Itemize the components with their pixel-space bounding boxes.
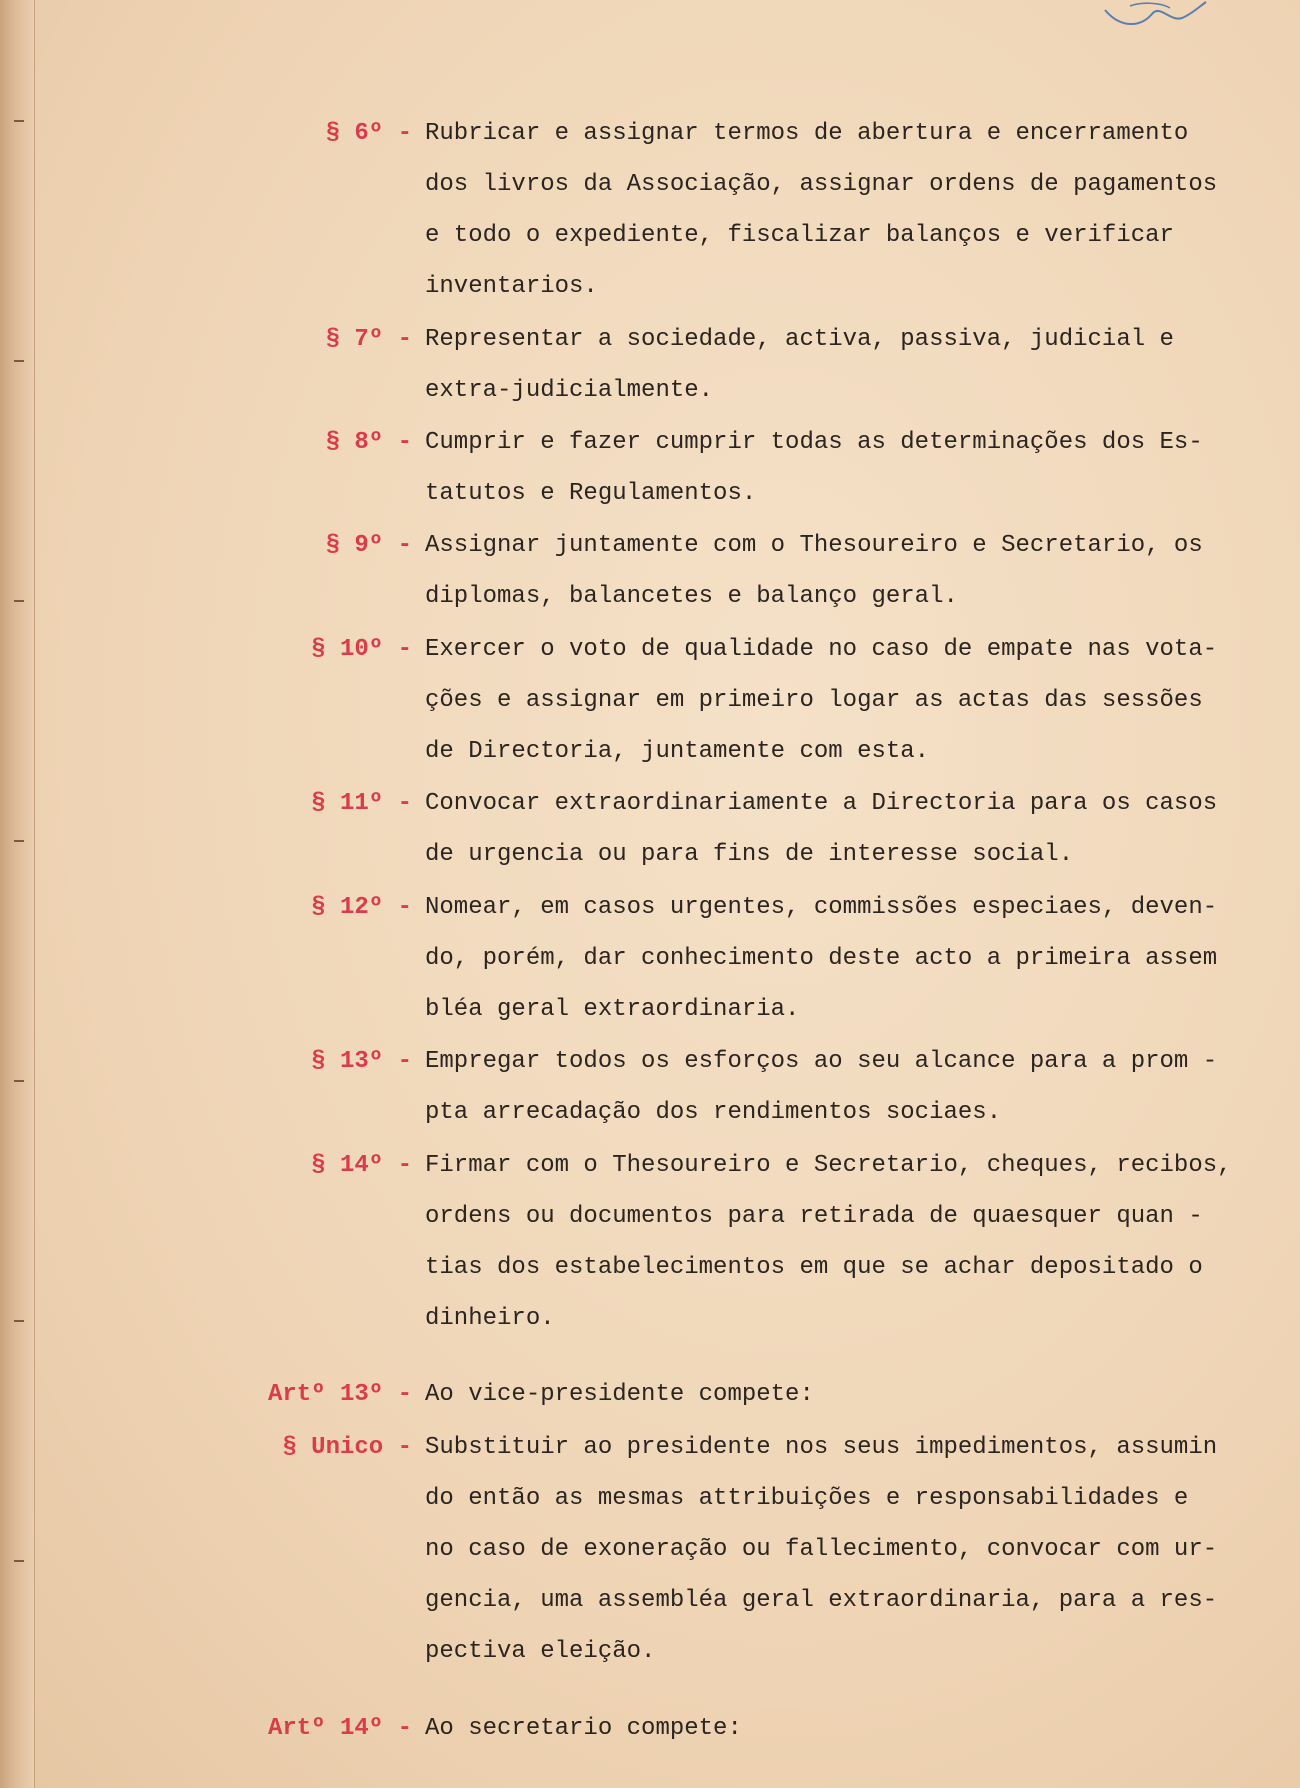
text-line: diplomas, balancetes e balanço geral. xyxy=(425,583,958,610)
text-line: Rubricar e assignar termos de abertura e encerramento xyxy=(425,120,1189,147)
text-line: pta arrecadação dos rendimentos sociaes. xyxy=(425,1099,1002,1126)
text-line: extra-judicialmente. xyxy=(425,377,714,404)
article-label: Artº 14º - xyxy=(267,1715,412,1742)
stitch-mark xyxy=(14,840,24,842)
text-line: Substituir ao presidente nos seus impedimentos, assumin xyxy=(425,1434,1218,1461)
stitch-mark xyxy=(14,1320,24,1322)
stitch-mark xyxy=(14,1080,24,1082)
text-line: inventarios. xyxy=(425,273,598,300)
text-line: Cumprir e fazer cumprir todas as determinações dos Es- xyxy=(425,429,1203,456)
text-line: do, porém, dar conhecimento deste acto a primeira assem xyxy=(425,945,1218,972)
binding-edge xyxy=(0,0,35,1788)
text-line: gencia, uma assembléa geral extraordinaria, para a res- xyxy=(425,1587,1218,1614)
text-line: Exercer o voto de qualidade no caso de empate nas vota- xyxy=(425,636,1218,663)
text-line: no caso de exoneração ou fallecimento, convocar com ur- xyxy=(425,1536,1218,1563)
text-line: de urgencia ou para fins de interesse social. xyxy=(425,841,1074,868)
article-label: Artº 13º - xyxy=(267,1381,412,1408)
section-label: § 8º - xyxy=(325,429,412,456)
paragraph-text xyxy=(425,1422,1285,1677)
text-line: tatutos e Regulamentos. xyxy=(425,480,757,507)
article-text xyxy=(425,1369,1285,1420)
text-line: Firmar com o Thesoureiro e Secretario, cheques, recibos, xyxy=(425,1152,1232,1179)
paragraph-text xyxy=(425,417,1285,519)
handwritten-page-mark xyxy=(1100,0,1210,30)
text-line: Convocar extraordinariamente a Directoria para os casos xyxy=(425,790,1218,817)
section-label: § 7º - xyxy=(325,326,412,353)
paragraph-text xyxy=(425,624,1285,777)
text-line: bléa geral extraordinaria. xyxy=(425,996,800,1023)
text-line: Empregar todos os esforços ao seu alcance para a prom - xyxy=(425,1048,1218,1075)
paragraph-text xyxy=(425,1036,1285,1138)
section-label: § 10º - xyxy=(311,636,412,663)
paragraph-text xyxy=(425,314,1285,416)
section-label: § 14º - xyxy=(311,1152,412,1179)
text-line: Nomear, em casos urgentes, commissões especiaes, deven- xyxy=(425,894,1218,921)
section-label: § 13º - xyxy=(311,1048,412,1075)
text-line: e todo o expediente, fiscalizar balanços e verificar xyxy=(425,222,1174,249)
text-line: ções e assignar em primeiro logar as actas das sessões xyxy=(425,687,1203,714)
text-line: Assignar juntamente com o Thesoureiro e Secretario, os xyxy=(425,532,1203,559)
section-label: § 11º - xyxy=(311,790,412,817)
paragraph-text xyxy=(425,882,1285,1035)
text-line: Ao secretario compete: xyxy=(425,1715,742,1742)
stitch-mark xyxy=(14,360,24,362)
text-line: Representar a sociedade, activa, passiva, judicial e xyxy=(425,326,1174,353)
stitch-mark xyxy=(14,1560,24,1562)
stitch-mark xyxy=(14,600,24,602)
section-label: § 6º - xyxy=(325,120,412,147)
paragraph-text xyxy=(425,108,1285,312)
section-label: § 9º - xyxy=(325,532,412,559)
text-line: ordens ou documentos para retirada de quaesquer quan - xyxy=(425,1203,1203,1230)
text-line: dos livros da Associação, assignar ordens de pagamentos xyxy=(425,171,1218,198)
paragraph-text xyxy=(425,520,1285,622)
text-line: dinheiro. xyxy=(425,1305,555,1332)
section-label: § Unico - xyxy=(282,1434,412,1461)
stitch-mark xyxy=(14,120,24,122)
text-line: do então as mesmas attribuições e responsabilidades e xyxy=(425,1485,1189,1512)
text-line: tias dos estabelecimentos em que se achar depositado o xyxy=(425,1254,1203,1281)
article-text xyxy=(425,1703,1285,1754)
text-line: pectiva eleição. xyxy=(425,1638,656,1665)
paragraph-text xyxy=(425,778,1285,880)
section-label: § 12º - xyxy=(311,894,412,921)
paragraph-text xyxy=(425,1140,1285,1344)
text-line: Ao vice-presidente compete: xyxy=(425,1381,814,1408)
text-line: de Directoria, juntamente com esta. xyxy=(425,738,930,765)
